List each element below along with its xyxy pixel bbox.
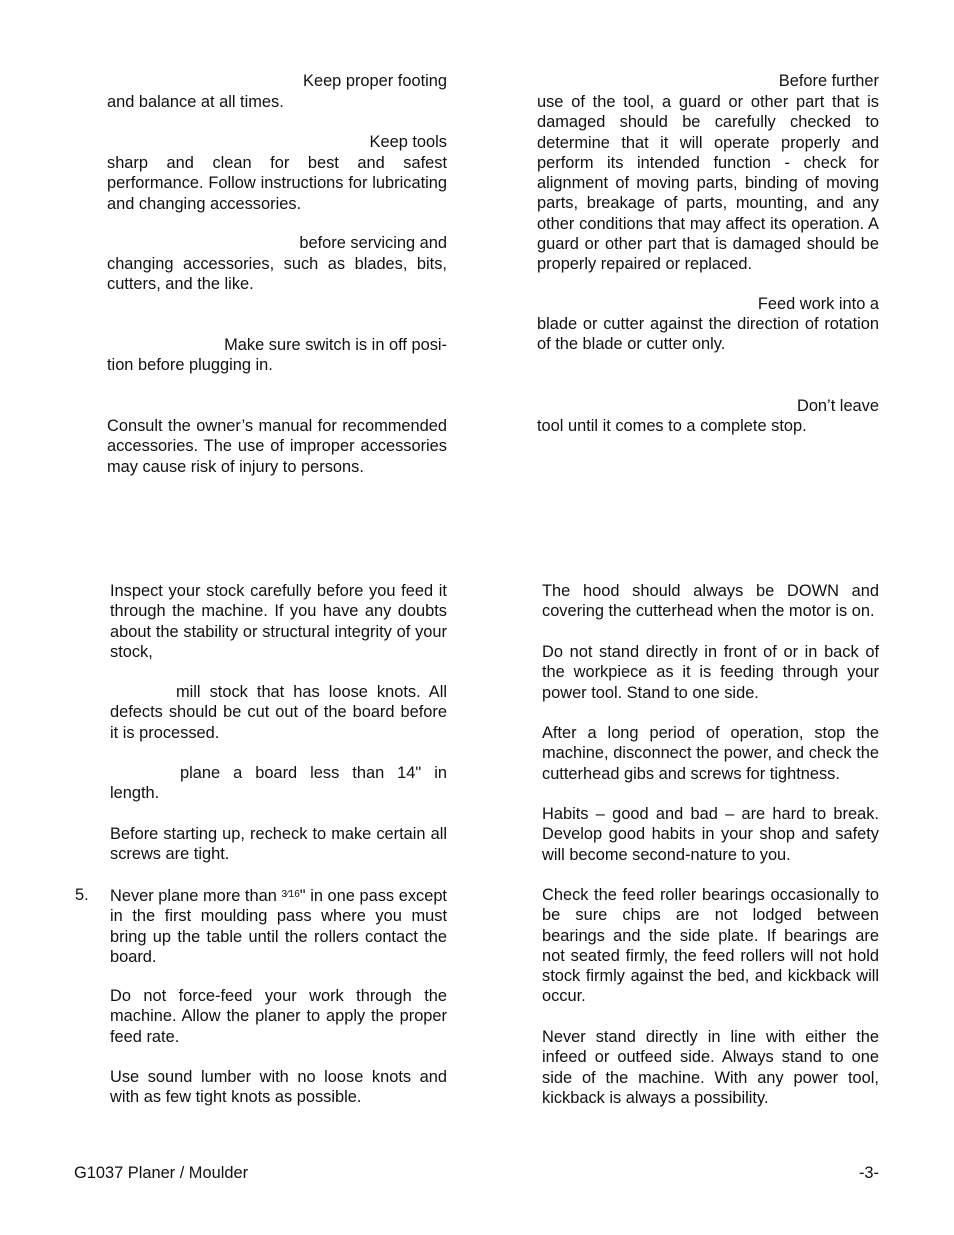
bl-item-3: plane a board less than 14" in length.	[110, 764, 447, 803]
page-number: -3-	[858, 1164, 879, 1182]
br-item-6: Never stand directly in line with either the infeed or outfeed side. Always stand to one side of the machine. With any power tool, kickback is always a possibility.	[542, 1028, 879, 1107]
tl-3-rest: changing accessories, such as blades, bits, cutters, and the like.	[107, 255, 447, 294]
tr-1-lead: Before further	[778, 72, 879, 90]
bl-item-5	[110, 885, 447, 967]
tr-2-lead: Feed work into a	[757, 295, 879, 313]
bl-item-6: Do not force-feed your work through the machine. Allow the planer to apply the proper feed rate.	[110, 987, 447, 1046]
br-item-4: Habits – good and bad – are hard to break. Develop good habits in your shop and safety will become second-nature to you.	[542, 805, 879, 864]
tr-1-rest: use of the tool, a guard or other part that is damaged should be carefully checked to determine that it will operate properly and perform its intended function - check for alignment of moving parts, binding of moving parts, breakage of parts, mounting, and any other conditions that may affect its operation. A guard or other part that is damaged should be properly repaired or replaced.	[537, 93, 879, 274]
tl-4-lead: Make sure switch is in off posi-	[224, 336, 447, 354]
br-item-3: After a long period of operation, stop the machine, disconnect the power, and check the cutterhead gibs and screws for tightness.	[542, 724, 879, 783]
bl-item-5-text-a: Never plane more than	[110, 887, 282, 905]
tl-2-rest: sharp and clean for best and safest performance. Follow instructions for lubricating and changing accessories.	[107, 154, 447, 213]
tr-3-rest: tool until it comes to a complete stop.	[537, 417, 807, 435]
tr-3-lead: Don’t leave	[796, 397, 879, 415]
bl-item-1: Inspect your stock carefully before you feed it through the machine. If you have any doubts about the stability or structural integrity of your stock,	[110, 582, 447, 661]
tl-4-rest: tion before plugging in.	[107, 356, 273, 374]
bl-item-5-text-b: " in one pass except in the first moulding pass where you must bring up the table until the rollers contact the board.	[110, 887, 447, 966]
tl-3-lead: before servicing and	[299, 234, 447, 252]
bl-item-4: Before starting up, recheck to make certain all screws are tight.	[110, 825, 447, 864]
tl-5-rest: Consult the owner’s manual for recommended accessories. The use of improper accessories may cause risk of injury to persons.	[107, 417, 447, 476]
tl-1-lead: Keep proper footing	[303, 72, 447, 90]
bl-item-2: mill stock that has loose knots. All defects should be cut out of the board before it is processed.	[110, 683, 447, 742]
br-item-5: Check the feed roller bearings occasionally to be sure chips are not lodged between bearings and the side plate. If bearings are not seated firmly, the feed rollers will not hold stock firmly against the bed, and kickback will occur.	[542, 886, 879, 1006]
tl-1-rest: and balance at all times.	[107, 93, 284, 111]
tr-2-rest: blade or cutter against the direction of rotation of the blade or cutter only.	[537, 315, 879, 354]
bl-item-5-number: 5.	[75, 886, 89, 904]
tl-2-lead: Keep tools	[369, 133, 447, 151]
br-item-2: Do not stand directly in front of or in back of the workpiece as it is feeding through your power tool. Stand to one side.	[542, 643, 879, 702]
br-item-1: The hood should always be DOWN and covering the cutterhead when the motor is on.	[542, 582, 879, 621]
bl-item-5-fraction: 3⁄16	[281, 889, 300, 900]
footer-title: G1037 Planer / Moulder	[74, 1164, 249, 1182]
bl-item-7: Use sound lumber with no loose knots and with as few tight knots as possible.	[110, 1068, 447, 1107]
